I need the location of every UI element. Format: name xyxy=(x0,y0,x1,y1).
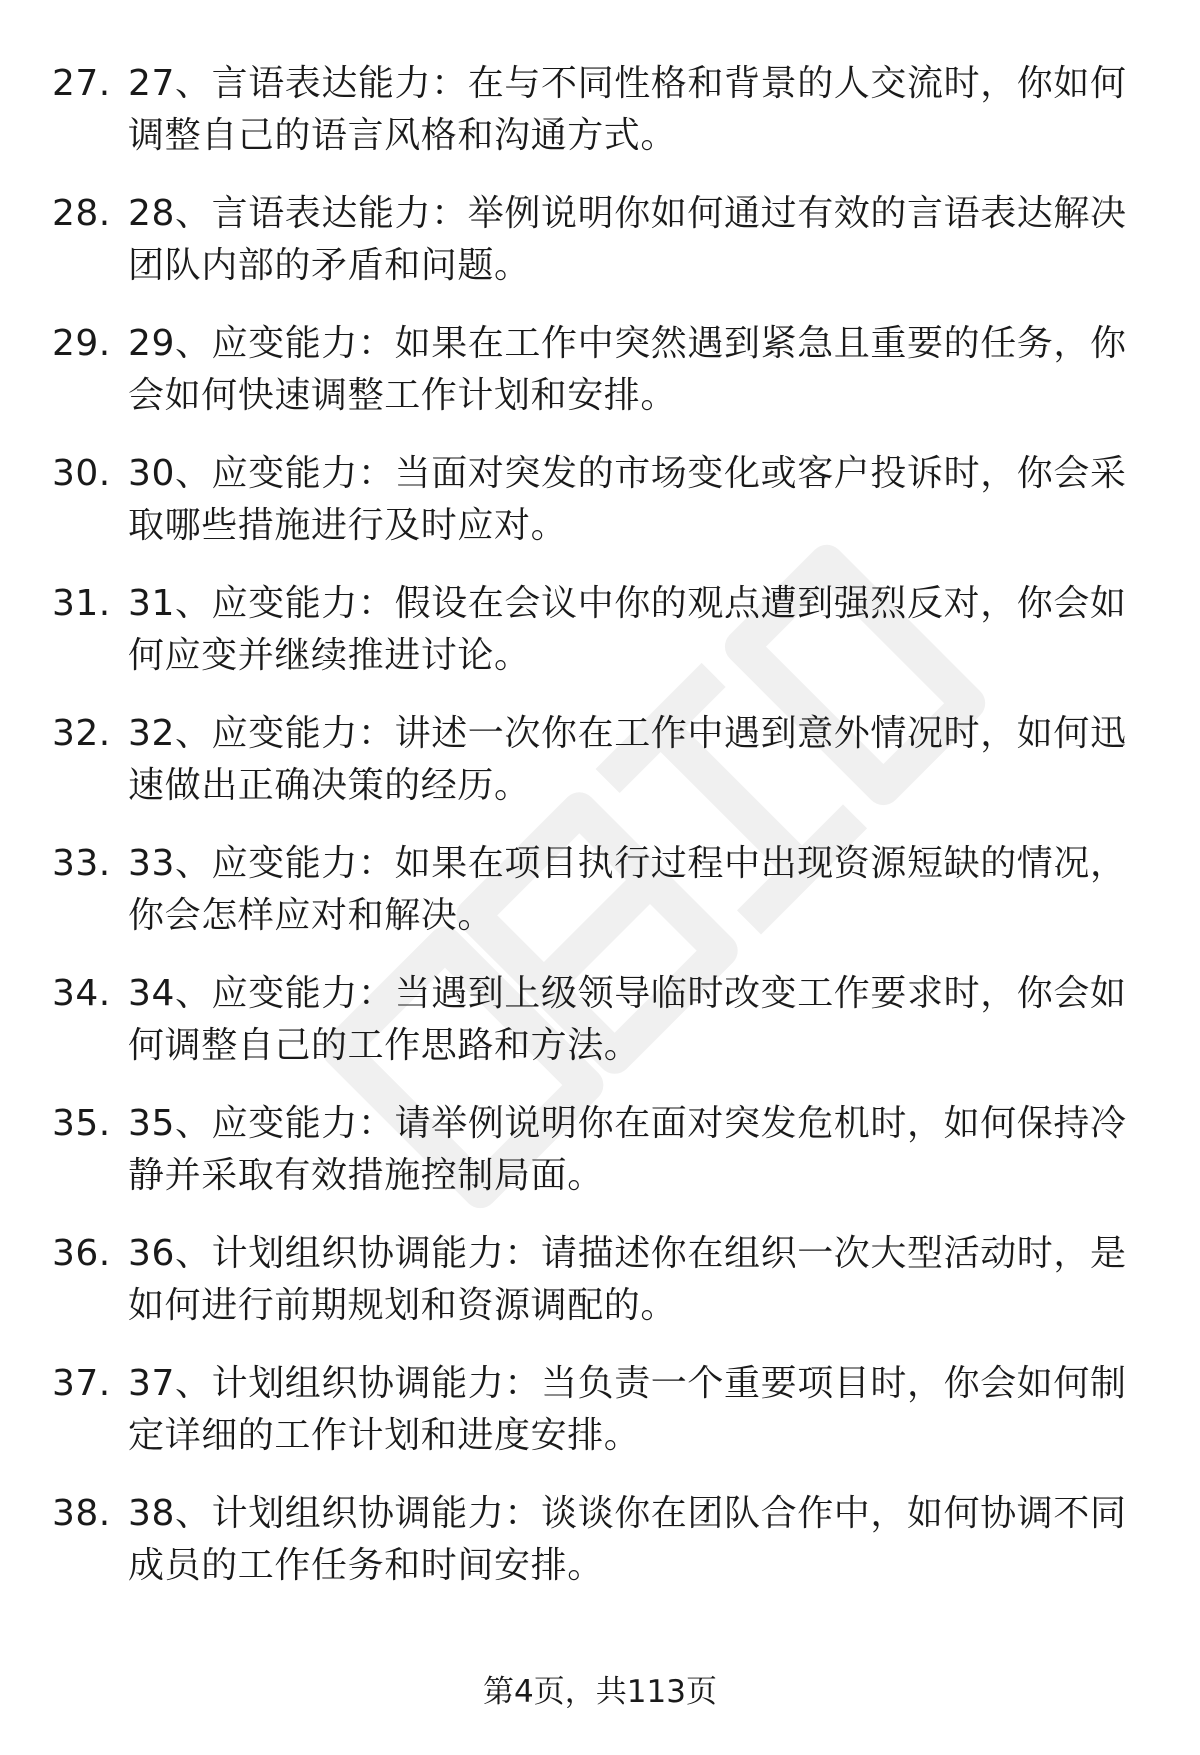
item-text: 34、应变能力：当遇到上级领导临时改变工作要求时，你会如何调整自己的工作思路和方法。 xyxy=(128,973,1127,1066)
item-text: 31、应变能力：假设在会议中你的观点遭到强烈反对，你会如何应变并继续推进讨论。 xyxy=(128,583,1127,676)
item-text: 35、应变能力：请举例说明你在面对突发危机时，如何保持冷静并采取有效措施控制局面。 xyxy=(128,1103,1127,1196)
item-text: 28、言语表达能力：举例说明你如何通过有效的言语表达解决团队内部的矛盾和问题。 xyxy=(128,193,1127,286)
item-text: 27、言语表达能力：在与不同性格和背景的人交流时，你如何调整自己的语言风格和沟通方式。 xyxy=(128,63,1127,156)
list-item xyxy=(0,1358,1200,1488)
item-text: 36、计划组织协调能力：请描述你在组织一次大型活动时，是如何进行前期规划和资源调配的。 xyxy=(128,1233,1127,1326)
list-item xyxy=(0,1228,1200,1358)
item-text: 30、应变能力：当面对突发的市场变化或客户投诉时，你会采取哪些措施进行及时应对。 xyxy=(128,453,1127,546)
list-item xyxy=(0,1098,1200,1228)
item-number: 38. xyxy=(52,1493,111,1534)
item-text: 37、计划组织协调能力：当负责一个重要项目时，你会如何制定详细的工作计划和进度安排。 xyxy=(128,1363,1127,1456)
item-number: 30. xyxy=(52,453,111,494)
item-number: 28. xyxy=(52,193,111,234)
list-item xyxy=(0,1488,1200,1618)
list-item xyxy=(0,968,1200,1098)
item-text: 33、应变能力：如果在项目执行过程中出现资源短缺的情况，你会怎样应对和解决。 xyxy=(128,843,1127,936)
list-item xyxy=(0,838,1200,968)
item-text: 38、计划组织协调能力：谈谈你在团队合作中，如何协调不同成员的工作任务和时间安排。 xyxy=(128,1493,1127,1586)
list-item xyxy=(0,188,1200,318)
item-number: 33. xyxy=(52,843,111,884)
list-item xyxy=(0,448,1200,578)
item-text: 29、应变能力：如果在工作中突然遇到紧急且重要的任务，你会如何快速调整工作计划和安排。 xyxy=(128,323,1127,416)
item-text: 32、应变能力：讲述一次你在工作中遇到意外情况时，如何迅速做出正确决策的经历。 xyxy=(128,713,1127,806)
item-number: 34. xyxy=(52,973,111,1014)
item-number: 32. xyxy=(52,713,111,754)
item-number: 36. xyxy=(52,1233,111,1274)
item-number: 35. xyxy=(52,1103,111,1144)
list-item xyxy=(0,58,1200,188)
item-number: 29. xyxy=(52,323,111,364)
list-item xyxy=(0,578,1200,708)
item-number: 37. xyxy=(52,1363,111,1404)
item-number: 27. xyxy=(52,63,111,104)
page-number-footer: 第4页，共113页 xyxy=(483,1674,717,1710)
list-item xyxy=(0,318,1200,448)
item-number: 31. xyxy=(52,583,111,624)
question-list xyxy=(0,58,1200,1618)
list-item xyxy=(0,708,1200,838)
